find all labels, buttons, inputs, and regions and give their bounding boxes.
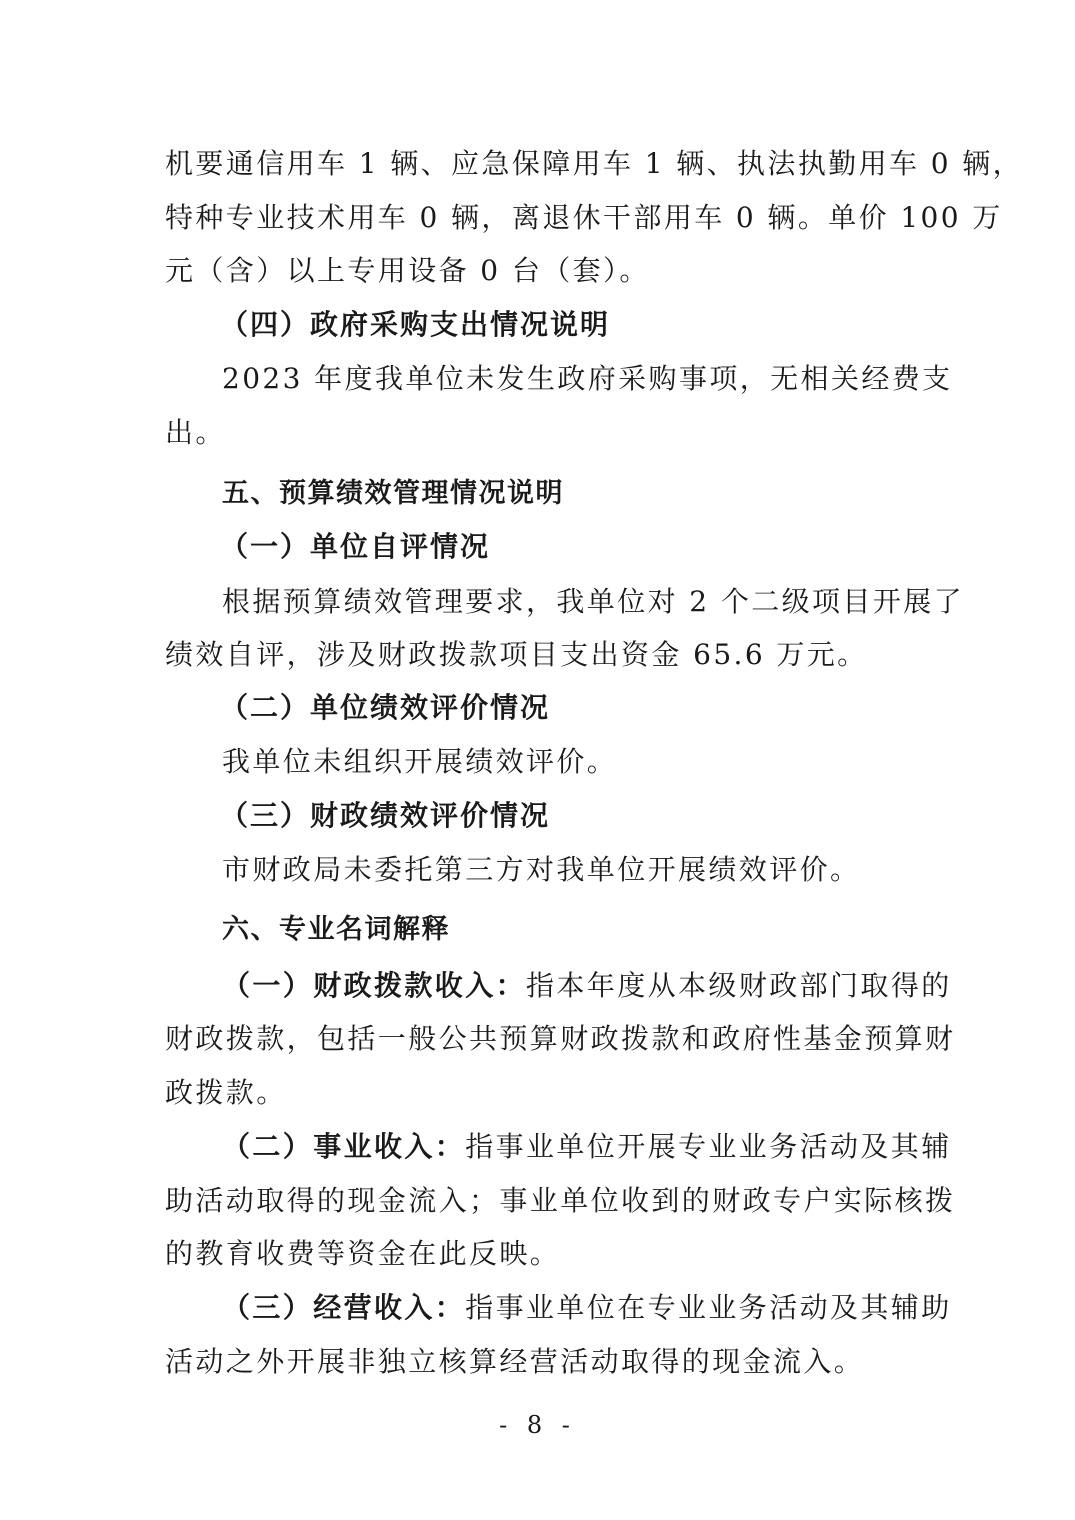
text-line: 2023 年度我单位未发生政府采购事项，无相关经费支 — [222, 362, 953, 395]
definition-line — [0, 1288, 1075, 1328]
text-line: 机要通信用车 1 辆、应急保障用车 1 辆、执法执勤用车 0 辆， — [165, 147, 1024, 180]
section-subheading: （四）政府采购支出情况说明 — [220, 308, 611, 341]
page-number: - 8 - — [499, 1411, 576, 1439]
text-line: 活动之外开展非独立核算经营活动取得的现金流入。 — [165, 1345, 865, 1378]
text-line: 市财政局未委托第三方对我单位开展绩效评价。 — [222, 853, 861, 886]
text-line: 政拨款。 — [165, 1076, 287, 1109]
text-line: 我单位未组织开展绩效评价。 — [222, 745, 618, 778]
text-line: 元（含）以上专用设备 0 台（套）。 — [165, 254, 650, 287]
text-line: 根据预算绩效管理要求，我单位对 2 个二级项目开展了 — [222, 585, 965, 618]
text-line: 特种专业技术用车 0 辆，离退休干部用车 0 辆。单价 100 万 — [165, 201, 1003, 234]
section-subheading: （一）单位自评情况 — [220, 530, 491, 563]
definition-line — [0, 1127, 1075, 1167]
text-line: 助活动取得的现金流入；事业单位收到的财政专户实际核拨 — [165, 1184, 956, 1217]
term-label: （三）经营收入： — [222, 1291, 466, 1324]
term-label: （一）财政拨款收入： — [222, 969, 527, 1002]
definition-line — [0, 966, 1075, 1006]
section-subheading: （三）财政绩效评价情况 — [220, 799, 551, 832]
section-heading: 六、专业名词解释 — [222, 914, 450, 945]
text-line: 绩效自评，涉及财政拨款项目支出资金 65.6 万元。 — [165, 638, 868, 671]
section-subheading: （二）单位绩效评价情况 — [220, 691, 551, 724]
term-label: （二）事业收入： — [222, 1130, 466, 1163]
definition-text: 指本年度从本级财政部门取得的 — [526, 969, 952, 1002]
text-line: 财政拨款，包括一般公共预算财政拨款和政府性基金预算财 — [165, 1022, 956, 1055]
section-heading: 五、预算绩效管理情况说明 — [222, 478, 564, 509]
text-line: 出。 — [165, 416, 226, 449]
definition-text: 指事业单位在专业业务活动及其辅助 — [465, 1291, 952, 1324]
text-line: 的教育收费等资金在此反映。 — [165, 1237, 561, 1270]
definition-text: 指事业单位开展专业业务活动及其辅 — [465, 1130, 952, 1163]
